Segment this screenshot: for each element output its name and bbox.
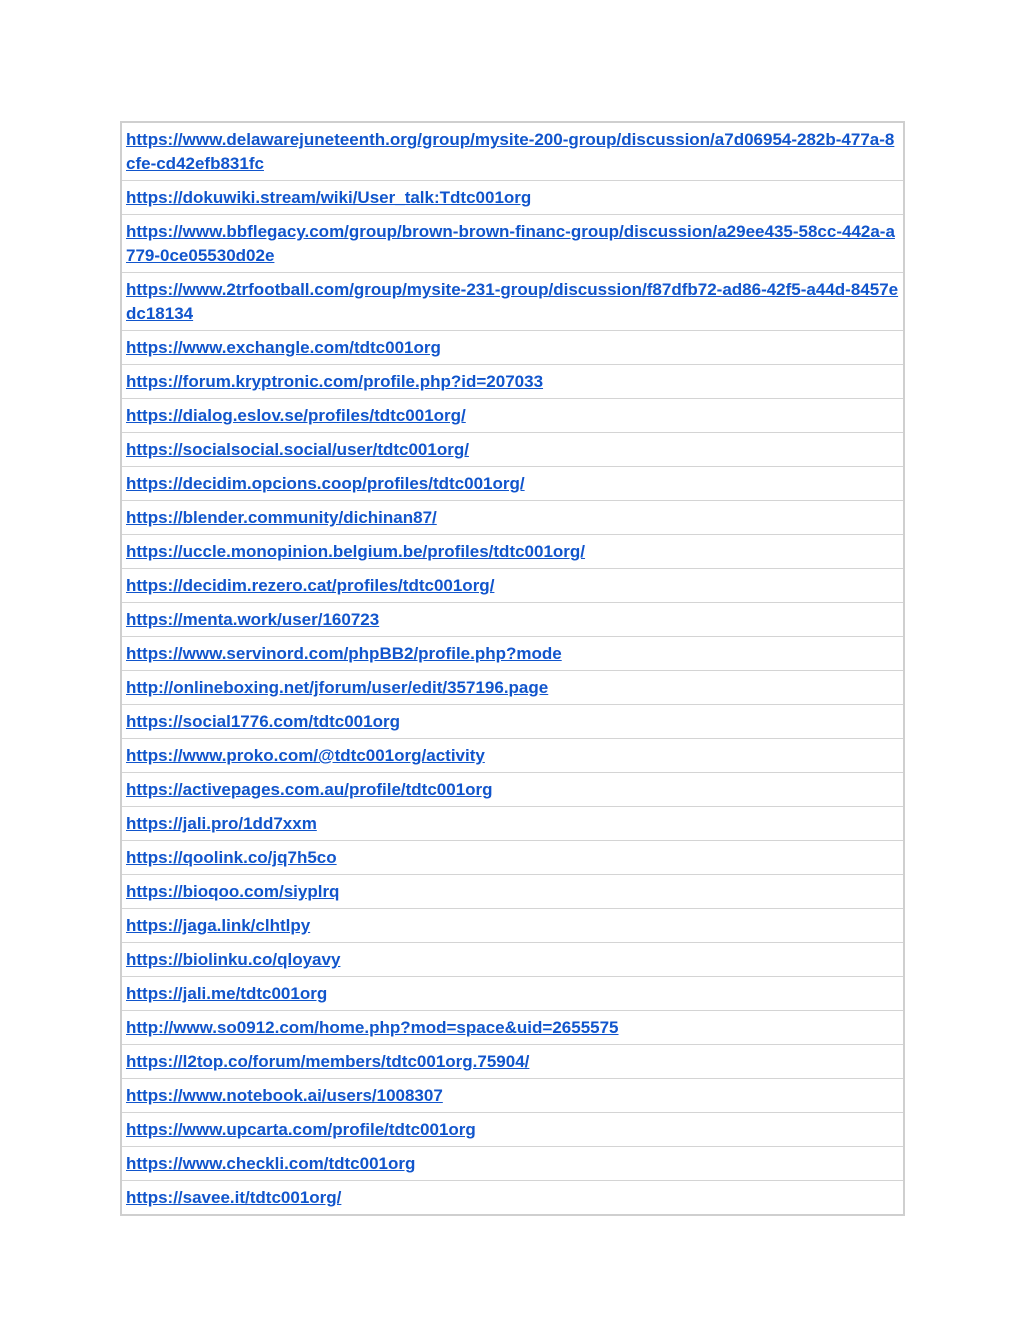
table-cell bbox=[121, 1045, 904, 1079]
links-table bbox=[120, 121, 905, 1216]
table-row bbox=[121, 909, 904, 943]
link[interactable]: https://www.bbflegacy.com/group/brown-brown-financ-group/discussion/a29ee435-58cc-442a-a779-0ce05530d02e bbox=[126, 222, 895, 265]
table-cell bbox=[121, 181, 904, 215]
table-cell bbox=[121, 875, 904, 909]
table-cell bbox=[121, 671, 904, 705]
link[interactable]: https://uccle.monopinion.belgium.be/profiles/tdtc001org/ bbox=[126, 542, 586, 561]
link[interactable]: https://socialsocial.social/user/tdtc001org/ bbox=[126, 440, 469, 459]
table-row bbox=[121, 365, 904, 399]
table-row bbox=[121, 875, 904, 909]
link[interactable]: https://decidim.rezero.cat/profiles/tdtc001org/ bbox=[126, 576, 495, 595]
table-cell bbox=[121, 433, 904, 467]
table-row bbox=[121, 569, 904, 603]
table-cell bbox=[121, 1181, 904, 1216]
table-row bbox=[121, 399, 904, 433]
link[interactable]: https://www.upcarta.com/profile/tdtc001org bbox=[126, 1120, 476, 1139]
table-cell bbox=[121, 1011, 904, 1045]
links-table-body bbox=[121, 122, 904, 1215]
link[interactable]: https://forum.kryptronic.com/profile.php?id=207033 bbox=[126, 372, 544, 391]
table-row bbox=[121, 773, 904, 807]
table-cell bbox=[121, 215, 904, 273]
table-row bbox=[121, 122, 904, 181]
table-row bbox=[121, 1147, 904, 1181]
table-row bbox=[121, 977, 904, 1011]
link[interactable]: https://decidim.opcions.coop/profiles/tdtc001org/ bbox=[126, 474, 525, 493]
link[interactable]: https://jaga.link/clhtlpy bbox=[126, 916, 311, 935]
link[interactable]: https://www.proko.com/@tdtc001org/activity bbox=[126, 746, 485, 765]
table-cell bbox=[121, 739, 904, 773]
table-cell bbox=[121, 603, 904, 637]
table-cell bbox=[121, 909, 904, 943]
table-cell bbox=[121, 841, 904, 875]
link[interactable]: https://www.delawarejuneteenth.org/group/mysite-200-group/discussion/a7d06954-282b-477a-8cfe-cd42efb831fc bbox=[126, 130, 895, 173]
table-cell bbox=[121, 467, 904, 501]
link[interactable]: https://www.servinord.com/phpBB2/profile.php?mode bbox=[126, 644, 562, 663]
table-row bbox=[121, 1079, 904, 1113]
table-row bbox=[121, 1045, 904, 1079]
table-cell bbox=[121, 1113, 904, 1147]
table-cell bbox=[121, 705, 904, 739]
table-cell bbox=[121, 1147, 904, 1181]
table-cell bbox=[121, 943, 904, 977]
table-row bbox=[121, 331, 904, 365]
table-cell bbox=[121, 331, 904, 365]
link[interactable]: https://jali.me/tdtc001org bbox=[126, 984, 328, 1003]
link[interactable]: https://www.notebook.ai/users/1008307 bbox=[126, 1086, 443, 1105]
table-row bbox=[121, 739, 904, 773]
link[interactable]: https://dialog.eslov.se/profiles/tdtc001org/ bbox=[126, 406, 466, 425]
table-row bbox=[121, 807, 904, 841]
table-row bbox=[121, 273, 904, 331]
table-cell bbox=[121, 122, 904, 181]
link[interactable]: https://blender.community/dichinan87/ bbox=[126, 508, 437, 527]
link[interactable]: https://www.exchangle.com/tdtc001org bbox=[126, 338, 441, 357]
table-cell bbox=[121, 773, 904, 807]
link[interactable]: https://social1776.com/tdtc001org bbox=[126, 712, 400, 731]
table-row bbox=[121, 637, 904, 671]
link[interactable]: https://qoolink.co/jq7h5co bbox=[126, 848, 337, 867]
table-cell bbox=[121, 977, 904, 1011]
link[interactable]: http://www.so0912.com/home.php?mod=space&uid=2655575 bbox=[126, 1018, 619, 1037]
table-row bbox=[121, 671, 904, 705]
table-row bbox=[121, 433, 904, 467]
link[interactable]: https://biolinku.co/qloyavy bbox=[126, 950, 341, 969]
table-cell bbox=[121, 365, 904, 399]
table-cell bbox=[121, 535, 904, 569]
link[interactable]: https://www.checkli.com/tdtc001org bbox=[126, 1154, 416, 1173]
table-row bbox=[121, 603, 904, 637]
table-row bbox=[121, 841, 904, 875]
link[interactable]: https://bioqoo.com/siyplrq bbox=[126, 882, 340, 901]
link[interactable]: https://menta.work/user/160723 bbox=[126, 610, 380, 629]
table-cell bbox=[121, 1079, 904, 1113]
table-cell bbox=[121, 569, 904, 603]
table-row bbox=[121, 501, 904, 535]
link[interactable]: https://www.2trfootball.com/group/mysite-231-group/discussion/f87dfb72-ad86-42f5-a44d-8457edc18134 bbox=[126, 280, 899, 323]
link[interactable]: https://l2top.co/forum/members/tdtc001org.75904/ bbox=[126, 1052, 530, 1071]
link[interactable]: https://jali.pro/1dd7xxm bbox=[126, 814, 317, 833]
table-row bbox=[121, 1113, 904, 1147]
table-row bbox=[121, 181, 904, 215]
table-cell bbox=[121, 501, 904, 535]
table-cell bbox=[121, 637, 904, 671]
table-row bbox=[121, 467, 904, 501]
link[interactable]: https://activepages.com.au/profile/tdtc001org bbox=[126, 780, 493, 799]
table-row bbox=[121, 705, 904, 739]
table-row bbox=[121, 215, 904, 273]
table-row bbox=[121, 535, 904, 569]
table-row bbox=[121, 1181, 904, 1216]
table-row bbox=[121, 943, 904, 977]
table-cell bbox=[121, 273, 904, 331]
link[interactable]: https://dokuwiki.stream/wiki/User_talk:Tdtc001org bbox=[126, 188, 532, 207]
link[interactable]: http://onlineboxing.net/jforum/user/edit/357196.page bbox=[126, 678, 549, 697]
table-row bbox=[121, 1011, 904, 1045]
table-cell bbox=[121, 807, 904, 841]
link[interactable]: https://savee.it/tdtc001org/ bbox=[126, 1188, 342, 1207]
table-cell bbox=[121, 399, 904, 433]
